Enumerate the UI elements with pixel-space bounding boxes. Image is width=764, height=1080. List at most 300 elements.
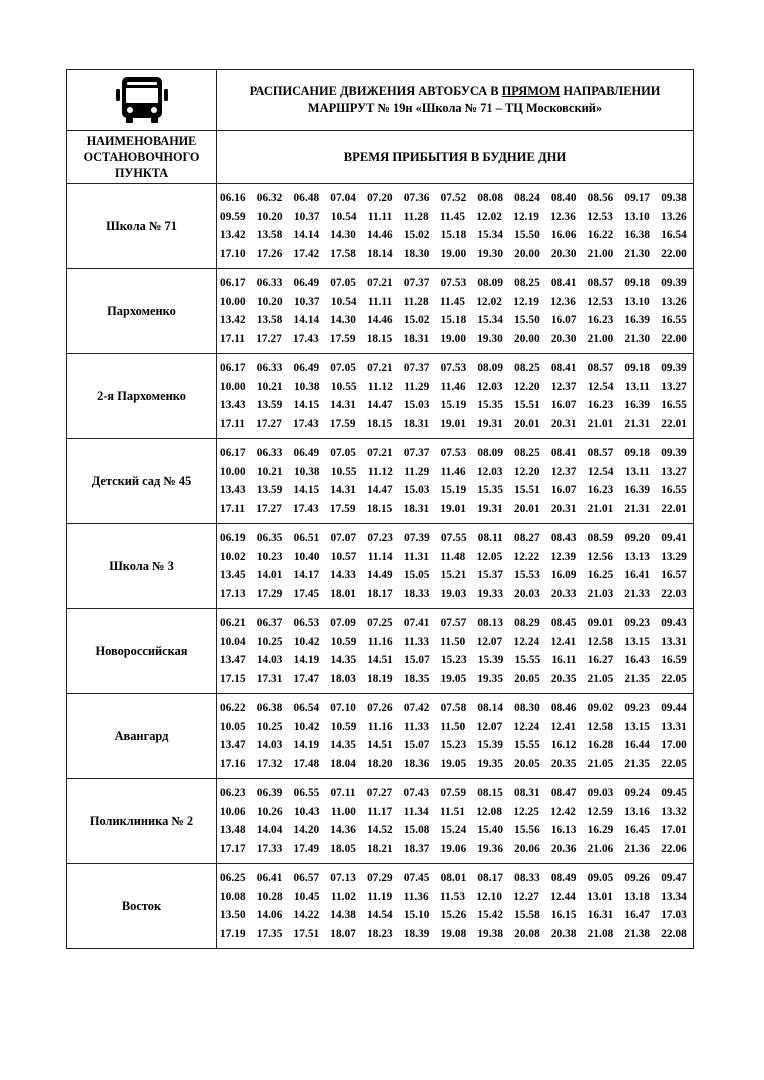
arrival-time: 14.14 — [293, 314, 320, 326]
arrival-time: 22.06 — [661, 842, 687, 855]
arrival-time: 21.05 — [587, 757, 614, 770]
arrival-time: 21.30 — [624, 332, 651, 345]
arrival-time: 08.41 — [550, 277, 577, 289]
arrival-time: 06.33 — [256, 277, 283, 289]
arrival-time: 20.06 — [514, 842, 540, 855]
arrival-time: 10.37 — [293, 295, 320, 308]
arrival-time: 07.53 — [440, 447, 467, 459]
arrival-time: 16.39 — [624, 484, 651, 496]
stop-name: Восток — [67, 864, 217, 949]
times-line — [220, 359, 687, 378]
arrival-time: 09.18 — [624, 447, 651, 459]
arrival-time: 21.06 — [587, 842, 614, 855]
schedule-title — [217, 83, 693, 100]
arrival-time: 15.55 — [514, 739, 540, 751]
arrival-time: 20.30 — [550, 247, 577, 260]
arrival-time: 09.26 — [624, 872, 651, 884]
stop-name: Новороссийская — [67, 609, 217, 694]
arrival-time: 16.41 — [624, 569, 651, 581]
arrival-time: 12.53 — [587, 210, 613, 223]
arrival-time: 11.28 — [403, 295, 429, 308]
arrival-time: 17.13 — [220, 587, 246, 600]
arrival-time: 16.23 — [587, 314, 614, 326]
arrival-time: 13.15 — [624, 635, 650, 648]
arrival-time: 07.05 — [330, 277, 356, 289]
arrival-time: 12.19 — [513, 295, 539, 308]
arrival-time: 13.47 — [220, 739, 246, 751]
arrival-time: 18.14 — [367, 247, 393, 260]
times-line — [220, 274, 687, 293]
arrival-time: 17.27 — [256, 417, 282, 430]
arrival-time: 19.06 — [440, 842, 467, 855]
times-line — [220, 415, 687, 434]
arrival-time: 11.19 — [367, 890, 393, 903]
arrival-time: 13.11 — [624, 380, 650, 393]
arrival-time: 14.04 — [256, 824, 283, 836]
times-line — [220, 208, 687, 227]
arrival-time: 13.16 — [624, 805, 650, 818]
arrival-time: 14.51 — [367, 654, 393, 666]
arrival-time: 17.43 — [293, 332, 319, 345]
arrival-time: 18.15 — [366, 417, 393, 430]
times-line — [220, 633, 687, 652]
arrival-time: 08.15 — [477, 787, 503, 799]
arrival-time: 08.57 — [587, 277, 614, 289]
arrival-time: 15.26 — [440, 909, 467, 921]
arrival-time: 14.19 — [293, 654, 320, 666]
arrival-time: 12.05 — [476, 550, 503, 563]
arrival-time: 09.23 — [624, 617, 651, 629]
arrival-time: 08.14 — [477, 702, 504, 714]
arrival-time: 17.17 — [220, 842, 246, 855]
arrival-time: 12.10 — [476, 890, 503, 903]
arrival-time: 11.16 — [367, 720, 393, 733]
arrival-time: 09.03 — [587, 787, 614, 799]
arrival-time: 14.33 — [330, 569, 356, 581]
arrival-time: 08.25 — [514, 277, 540, 289]
arrival-time: 21.01 — [587, 502, 614, 515]
column-header-row — [67, 131, 694, 184]
arrival-time: 07.37 — [403, 447, 430, 459]
arrival-time: 16.55 — [661, 484, 687, 496]
arrival-time: 08.49 — [550, 872, 577, 884]
stop-name: Детский сад № 45 — [67, 439, 217, 524]
arrival-time: 22.08 — [661, 927, 687, 940]
arrival-time: 12.39 — [550, 550, 577, 563]
arrival-time: 14.20 — [293, 824, 320, 836]
arrival-time: 19.30 — [477, 247, 504, 260]
arrival-time: 19.30 — [477, 332, 503, 345]
times-line — [220, 566, 687, 585]
arrival-time: 17.31 — [256, 672, 283, 685]
arrival-time: 07.20 — [367, 192, 393, 204]
arrival-time: 11.50 — [440, 720, 466, 733]
arrival-time: 06.33 — [256, 362, 283, 374]
arrival-time: 11.11 — [367, 295, 393, 308]
arrival-time: 17.16 — [220, 757, 246, 770]
times-line — [220, 614, 687, 633]
arrival-time: 17.27 — [256, 332, 282, 345]
arrival-time: 15.08 — [403, 824, 430, 836]
arrival-time: 15.10 — [403, 909, 430, 921]
arrival-time: 13.47 — [220, 654, 246, 666]
arrival-time: 07.05 — [330, 362, 356, 374]
arrival-time: 06.39 — [256, 787, 283, 799]
arrival-time: 06.49 — [293, 362, 320, 374]
arrival-time: 10.00 — [220, 295, 246, 308]
arrival-time: 07.37 — [403, 277, 430, 289]
arrival-time: 10.21 — [256, 465, 283, 478]
arrival-time: 19.01 — [440, 502, 467, 515]
times-line — [220, 906, 687, 925]
arrival-time: 13.31 — [661, 635, 687, 648]
times-line — [220, 736, 687, 755]
times-line — [220, 396, 687, 415]
arrival-time: 15.39 — [477, 739, 504, 751]
times-line — [220, 500, 687, 519]
arrival-time: 22.01 — [661, 502, 687, 515]
arrival-time: 18.35 — [403, 672, 430, 685]
arrival-time: 08.41 — [550, 362, 577, 374]
arrival-time: 18.37 — [403, 842, 430, 855]
arrival-time: 20.01 — [514, 417, 540, 430]
arrival-time: 12.42 — [550, 805, 576, 818]
arrival-time: 11.50 — [440, 635, 466, 648]
arrival-time: 12.37 — [550, 380, 577, 393]
arrival-time: 17.45 — [293, 587, 320, 600]
arrival-time: 16.59 — [661, 654, 687, 666]
arrival-time: 08.08 — [477, 192, 504, 204]
arrival-time: 17.11 — [220, 417, 246, 430]
arrival-time: 07.11 — [330, 787, 356, 799]
arrival-time: 13.59 — [256, 399, 283, 411]
times-line — [220, 189, 687, 208]
arrival-time: 19.08 — [440, 927, 467, 940]
arrival-time: 13.58 — [256, 314, 283, 326]
arrival-time: 07.42 — [403, 702, 430, 714]
arrival-time: 07.43 — [403, 787, 430, 799]
arrival-time: 15.02 — [403, 314, 430, 326]
arrival-time: 14.17 — [293, 569, 320, 581]
arrival-time: 17.11 — [220, 502, 246, 515]
arrival-time: 06.51 — [293, 532, 320, 544]
arrival-time: 14.03 — [256, 654, 283, 666]
arrival-time: 07.29 — [367, 872, 393, 884]
arrival-time: 21.05 — [587, 672, 614, 685]
arrival-time: 11.53 — [439, 890, 466, 903]
arrival-time: 06.53 — [293, 617, 320, 629]
arrival-time: 12.44 — [550, 890, 576, 903]
arrival-time: 14.15 — [293, 484, 320, 496]
arrival-time: 16.22 — [587, 229, 614, 241]
arrival-time: 08.01 — [440, 872, 467, 884]
arrival-time: 13.59 — [256, 484, 283, 496]
arrival-time: 10.38 — [293, 465, 320, 478]
arrival-time: 16.43 — [624, 654, 651, 666]
arrival-time: 15.40 — [477, 824, 504, 836]
arrival-time: 12.02 — [476, 295, 502, 308]
arrival-time: 12.07 — [476, 720, 503, 733]
arrival-time: 16.23 — [587, 399, 614, 411]
arrival-time: 10.00 — [220, 465, 246, 478]
arrival-time: 08.17 — [477, 872, 504, 884]
arrival-time: 22.05 — [661, 757, 687, 770]
arrival-time: 16.11 — [551, 654, 577, 666]
arrival-time: 15.19 — [440, 484, 467, 496]
arrival-time: 12.22 — [513, 550, 540, 563]
arrival-time: 13.11 — [624, 465, 650, 478]
arrival-time: 12.36 — [550, 210, 576, 223]
arrival-time: 06.55 — [293, 787, 320, 799]
arrival-time: 08.09 — [477, 447, 504, 459]
stop-times — [217, 694, 694, 779]
arrival-time: 20.05 — [514, 757, 540, 770]
arrival-time: 13.58 — [256, 229, 283, 241]
arrival-time: 09.17 — [624, 192, 651, 204]
arrival-time: 19.00 — [440, 247, 467, 260]
arrival-time: 10.20 — [256, 210, 283, 223]
arrival-time: 10.23 — [256, 550, 283, 563]
arrival-time: 12.20 — [513, 380, 540, 393]
stop-name: Пархоменко — [67, 269, 217, 354]
stop-row — [67, 184, 694, 269]
arrival-time: 17.51 — [293, 927, 320, 940]
arrival-time: 06.49 — [293, 447, 320, 459]
arrival-time: 19.35 — [477, 757, 504, 770]
arrival-time: 21.00 — [587, 332, 614, 345]
route-line: МАРШРУТ № 19н «Школа № 71 – ТЦ Московский» — [307, 101, 603, 115]
times-line — [220, 529, 687, 548]
arrival-time: 07.13 — [330, 872, 356, 884]
arrival-time: 12.24 — [513, 635, 540, 648]
arrival-time: 16.39 — [624, 314, 651, 326]
arrival-time: 11.31 — [404, 550, 430, 563]
arrival-time: 15.39 — [477, 654, 504, 666]
arrival-time: 14.03 — [256, 739, 283, 751]
arrival-time: 14.47 — [367, 484, 393, 496]
arrival-time: 16.07 — [550, 399, 577, 411]
arrival-time: 09.44 — [661, 702, 687, 714]
stop-row — [67, 694, 694, 779]
stop-row — [67, 354, 694, 439]
arrival-time: 17.42 — [293, 247, 320, 260]
arrival-time: 19.33 — [477, 587, 504, 600]
arrival-time: 10.25 — [256, 720, 283, 733]
arrival-time: 12.07 — [476, 635, 503, 648]
arrival-time: 11.28 — [403, 210, 429, 223]
arrival-time: 14.51 — [367, 739, 393, 751]
arrival-time: 07.59 — [440, 787, 467, 799]
arrival-time: 10.04 — [220, 635, 246, 648]
arrival-time: 14.30 — [330, 229, 356, 241]
times-line — [220, 718, 687, 737]
stop-row — [67, 779, 694, 864]
arrival-time: 08.46 — [550, 702, 577, 714]
arrival-time: 07.53 — [440, 362, 467, 374]
arrival-time: 08.40 — [550, 192, 577, 204]
stop-times — [217, 184, 694, 269]
arrival-time: 10.59 — [330, 720, 357, 733]
arrival-time: 10.42 — [293, 720, 320, 733]
arrival-time: 17.49 — [293, 842, 320, 855]
times-line — [220, 651, 687, 670]
arrival-time: 18.21 — [367, 842, 393, 855]
arrival-time: 07.41 — [403, 617, 430, 629]
arrival-time: 09.23 — [624, 702, 651, 714]
arrival-time: 06.33 — [256, 447, 283, 459]
arrival-time: 12.36 — [550, 295, 576, 308]
stop-row — [67, 524, 694, 609]
arrival-time: 19.01 — [440, 417, 467, 430]
arrival-time: 08.11 — [477, 532, 503, 544]
arrival-time: 16.44 — [624, 739, 651, 751]
arrival-time: 11.12 — [367, 380, 393, 393]
arrival-time: 08.13 — [477, 617, 504, 629]
arrival-time: 17.33 — [256, 842, 283, 855]
arrival-time: 18.31 — [403, 417, 430, 430]
arrival-time: 09.47 — [661, 872, 687, 884]
arrival-time: 16.39 — [624, 399, 651, 411]
times-line — [220, 444, 687, 463]
title-direction: ПРЯМОМ — [501, 84, 561, 98]
arrival-time: 08.25 — [514, 362, 540, 374]
arrival-time: 13.43 — [220, 399, 246, 411]
arrival-time: 10.20 — [256, 295, 283, 308]
arrival-time: 09.02 — [587, 702, 614, 714]
arrival-time: 16.38 — [624, 229, 651, 241]
arrival-time: 20.03 — [514, 587, 540, 600]
arrival-time: 06.54 — [293, 702, 320, 714]
arrival-time: 12.08 — [476, 805, 503, 818]
arrival-time: 15.19 — [440, 399, 467, 411]
arrival-time: 18.04 — [330, 757, 356, 770]
arrival-time: 11.45 — [439, 210, 466, 223]
times-line — [220, 226, 687, 245]
times-line — [220, 670, 687, 689]
arrival-time: 21.35 — [624, 757, 651, 770]
arrival-time: 18.23 — [367, 927, 393, 940]
times-line — [220, 311, 687, 330]
arrival-time: 06.41 — [256, 872, 283, 884]
arrival-time: 15.55 — [514, 654, 541, 666]
arrival-time: 11.51 — [439, 805, 466, 818]
arrival-time: 13.13 — [624, 550, 650, 563]
arrival-time: 09.45 — [661, 787, 687, 799]
arrival-time: 15.37 — [477, 569, 504, 581]
stop-times — [217, 354, 694, 439]
times-line — [220, 548, 687, 567]
arrival-time: 07.25 — [367, 617, 393, 629]
arrival-time: 14.38 — [330, 909, 356, 921]
arrival-time: 12.25 — [513, 805, 539, 818]
arrival-time: 16.13 — [550, 824, 577, 836]
arrival-time: 11.16 — [367, 635, 393, 648]
arrival-time: 09.59 — [220, 210, 246, 223]
times-line — [220, 869, 687, 888]
arrival-time: 10.59 — [330, 635, 357, 648]
arrival-time: 06.17 — [220, 362, 246, 374]
arrival-time: 13.18 — [624, 890, 650, 903]
stop-name: Авангард — [67, 694, 217, 779]
arrival-time: 06.48 — [293, 192, 320, 204]
arrival-time: 08.33 — [514, 872, 540, 884]
arrival-time: 07.55 — [440, 532, 467, 544]
arrival-time: 10.43 — [293, 805, 320, 818]
arrival-time: 16.23 — [587, 484, 614, 496]
arrival-time: 15.07 — [404, 654, 430, 666]
arrival-time: 10.40 — [293, 550, 320, 563]
arrival-time: 11.14 — [367, 550, 393, 563]
arrival-time: 10.45 — [293, 890, 320, 903]
times-line — [220, 840, 687, 859]
arrival-time: 07.27 — [366, 787, 393, 799]
arrival-time: 06.49 — [293, 277, 320, 289]
arrival-time: 06.17 — [220, 277, 246, 289]
arrival-time: 13.29 — [661, 550, 687, 563]
arrival-time: 10.37 — [293, 210, 320, 223]
arrival-time: 13.26 — [661, 295, 687, 308]
arrival-time: 10.54 — [330, 210, 357, 223]
arrival-time: 09.38 — [661, 192, 687, 204]
arrival-time: 16.55 — [661, 399, 687, 411]
times-line — [220, 821, 687, 840]
arrival-time: 12.03 — [476, 380, 503, 393]
arrival-time: 09.41 — [661, 532, 687, 544]
arrival-time: 12.20 — [513, 465, 540, 478]
arrival-time: 21.38 — [624, 927, 651, 940]
stop-header-line: ОСТАНОВОЧНОГО — [83, 150, 200, 164]
arrival-time: 13.10 — [624, 295, 650, 308]
stop-name: 2-я Пархоменко — [67, 354, 217, 439]
arrival-time: 17.32 — [256, 757, 283, 770]
arrival-time: 15.02 — [403, 229, 430, 241]
arrival-time: 15.03 — [403, 399, 430, 411]
arrival-time: 15.34 — [477, 314, 504, 326]
arrival-time: 17.00 — [661, 739, 687, 751]
icon-cell — [67, 70, 217, 131]
arrival-time: 13.27 — [661, 380, 687, 393]
arrival-time: 11.29 — [404, 380, 430, 393]
arrival-time: 14.54 — [367, 909, 393, 921]
arrival-time: 22.00 — [661, 247, 687, 260]
arrival-time: 19.38 — [477, 927, 504, 940]
arrival-time: 15.58 — [514, 909, 540, 921]
arrival-time: 19.05 — [440, 757, 467, 770]
arrival-time: 15.50 — [514, 314, 540, 326]
arrival-time: 14.35 — [330, 654, 357, 666]
times-line — [220, 925, 687, 944]
arrival-time: 07.09 — [330, 617, 356, 629]
arrival-time: 12.59 — [587, 805, 613, 818]
arrival-time: 13.27 — [661, 465, 687, 478]
arrival-time: 16.28 — [587, 739, 614, 751]
arrival-time: 12.54 — [587, 465, 614, 478]
arrival-time: 13.43 — [220, 484, 246, 496]
arrival-time: 19.31 — [477, 417, 503, 430]
arrival-time: 14.31 — [330, 484, 356, 496]
arrival-time: 07.07 — [330, 532, 357, 544]
arrival-time: 11.46 — [440, 380, 466, 393]
arrival-time: 06.57 — [293, 872, 320, 884]
arrival-time: 10.02 — [220, 550, 246, 563]
arrival-time: 07.10 — [330, 702, 356, 714]
arrival-time: 21.35 — [624, 672, 651, 685]
arrival-time: 09.18 — [624, 277, 651, 289]
arrival-time: 07.58 — [440, 702, 467, 714]
arrival-time: 11.33 — [404, 720, 430, 733]
arrival-time: 17.43 — [293, 417, 319, 430]
arrival-time: 17.15 — [220, 672, 246, 685]
